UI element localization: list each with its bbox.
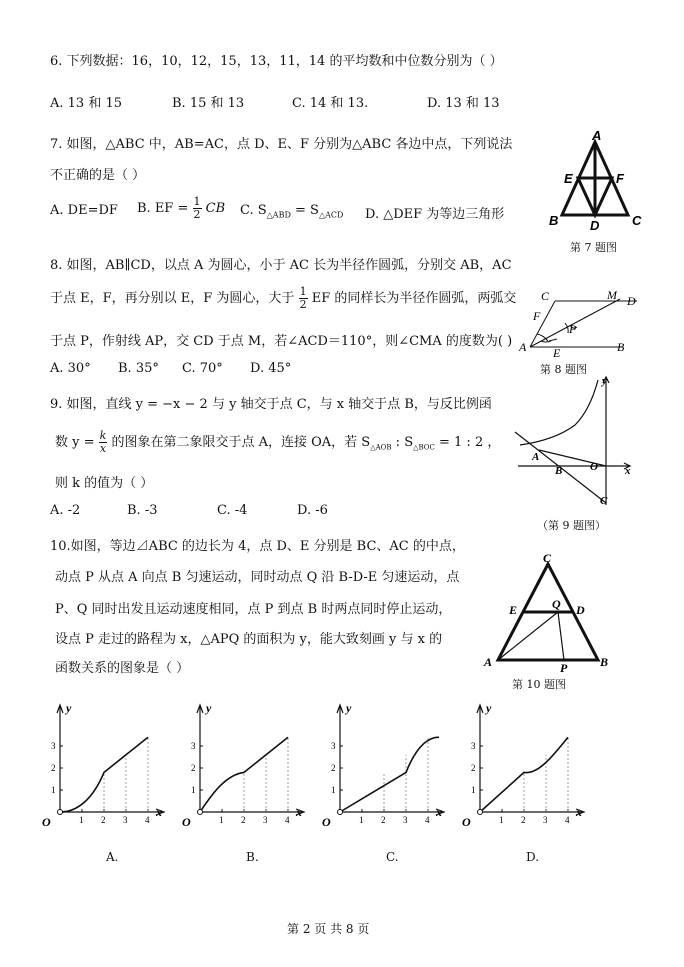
x-tick-label: 4: [285, 815, 290, 825]
y-tick-label: 2: [471, 763, 476, 773]
q10-stem-line3: P、Q 同时出发且运动速度相同，点 P 到点 B 时两点同时停止运动，: [55, 602, 452, 617]
q9-option-d: D. -6: [297, 503, 328, 518]
q10-caption: 第 10 题图: [512, 678, 566, 691]
q6-option-b: B. 15 和 13: [172, 96, 245, 111]
y-tick-label: 3: [191, 741, 196, 751]
x-tick-label: 2: [101, 815, 106, 825]
q7-option-b-suffix: CB: [205, 201, 226, 216]
q9-stem-line3: 则 k 的值为（ ）: [55, 476, 154, 491]
q10-graph-option-b: [178, 700, 308, 830]
origin-circle: [478, 810, 483, 815]
q10-graph-option-a: [38, 700, 168, 830]
q10-graph-label-a: A.: [106, 850, 119, 864]
page-footer: 第 2 页 共 8 页: [287, 922, 370, 936]
q10-stem-line4: 设点 P 走过的路程为 x，△APQ 的面积为 y，能大致刻画 y 与 x 的: [55, 632, 443, 647]
q8-caption: 第 8 题图: [540, 363, 587, 376]
q9-stem-line2-mid: 的图象在第二象限交于点 A，连接 OA，若 S: [111, 435, 371, 450]
q7-option-d: D. △DEF 为等边三角形: [365, 207, 505, 222]
q8-option-a: A. 30°: [50, 361, 91, 376]
q9-frac-num: k: [99, 429, 107, 442]
q8-option-b: B. 35°: [118, 361, 159, 376]
q9-option-c: C. -4: [217, 503, 248, 518]
y-tick-label: 3: [51, 741, 56, 751]
y-axis-label: y: [206, 701, 212, 715]
origin-label: O: [182, 815, 191, 829]
origin-label: O: [462, 815, 471, 829]
q8-figure: [515, 285, 645, 363]
q8-label-p: P: [569, 322, 577, 336]
x-tick-label: 2: [241, 815, 246, 825]
q8-stem-line3: 于点 P，作射线 AP，交 CD 于点 M，若∠ACD＝110°，则∠CMA 的度数为( ): [50, 334, 513, 349]
q9-caption: （第 9 题图）: [537, 519, 606, 532]
q8-label-a: A: [519, 340, 527, 354]
x-tick-label: 4: [145, 815, 150, 825]
q9-ratio-end: = 1 : 2 ，: [434, 435, 501, 450]
x-tick-label: 2: [521, 815, 526, 825]
q10-graph-option-c: [318, 700, 448, 830]
q8-option-c: C. 70°: [182, 361, 223, 376]
q8-label-d: D: [627, 294, 636, 308]
q9-label-y: y: [602, 375, 607, 387]
q10-label-e: E: [509, 603, 518, 617]
q9-label-c: C: [600, 495, 608, 507]
origin-label: O: [322, 815, 331, 829]
q7-option-a: A. DE=DF: [50, 203, 118, 218]
q10-graph-label-d: D.: [526, 850, 540, 864]
y-axis-label: y: [346, 701, 352, 715]
origin-circle: [338, 810, 343, 815]
x-tick-label: 4: [565, 815, 570, 825]
q7-option-c-s1: C. S: [240, 203, 267, 218]
q7-label-c: C: [632, 213, 642, 228]
origin-circle: [58, 810, 63, 815]
x-tick-label: 1: [219, 815, 224, 825]
q10-label-p: P: [560, 661, 568, 675]
q7-label-d: D: [590, 218, 600, 233]
q7-stem-line2: 不正确的是（ ）: [50, 168, 146, 183]
q8-half-fraction: [299, 286, 308, 311]
y-tick-label: 1: [51, 785, 56, 795]
q8-stem-line2: [50, 286, 516, 311]
q8-label-m: M: [607, 288, 617, 302]
q8-label-b: B: [617, 340, 625, 354]
q7-option-c: [240, 203, 343, 220]
q7-label-b: B: [549, 213, 559, 228]
x-tick-label: 1: [79, 815, 84, 825]
x-tick-label: 2: [381, 815, 386, 825]
x-tick-label: 1: [359, 815, 364, 825]
q9-label-o: O: [590, 461, 598, 473]
q9-option-b: B. -3: [127, 503, 158, 518]
q10-label-a: A: [484, 655, 493, 669]
function-curve: [340, 737, 439, 812]
q6-option-a: A. 13 和 15: [50, 96, 123, 111]
y-tick-label: 2: [331, 763, 336, 773]
q7-frac-den: 2: [193, 208, 201, 221]
y-tick-label: 1: [471, 785, 476, 795]
q9-stem-line1: 9. 如图，直线 y = −x − 2 与 y 轴交于点 C，与 x 轴交于点 B，与反比例函: [50, 397, 492, 412]
x-tick-label: 3: [543, 815, 548, 825]
q9-ratio-mid: : S: [391, 435, 414, 450]
x-axis-label: x: [436, 805, 442, 819]
q8-frac-num: 1: [299, 285, 307, 298]
y-tick-label: 1: [191, 785, 196, 795]
q7-option-b-fraction: [193, 196, 202, 221]
q9-stem-line2: [55, 430, 500, 455]
q10-graph-label-c: C.: [386, 850, 399, 864]
x-tick-label: 1: [499, 815, 504, 825]
q9-label-x: x: [625, 465, 631, 477]
y-tick-label: 1: [331, 785, 336, 795]
q9-label-b: B: [555, 465, 563, 477]
y-tick-label: 2: [51, 763, 56, 773]
q6-option-d: D. 13 和 13: [427, 96, 500, 111]
q8-frac-den: 2: [299, 298, 307, 311]
q7-label-a: A: [592, 130, 602, 143]
q10-label-q: Q: [552, 597, 561, 611]
q9-stem-line2-pre: 数 y =: [55, 435, 95, 450]
q8-label-c: C: [541, 289, 550, 303]
q7-caption: 第 7 题图: [570, 241, 617, 254]
x-axis-label: x: [156, 805, 162, 819]
q9-k-over-x: [99, 430, 108, 455]
q10-label-b: B: [600, 655, 609, 669]
q10-graph-label-b: B.: [246, 850, 259, 864]
q7-label-f: F: [616, 171, 624, 186]
y-tick-label: 2: [191, 763, 196, 773]
y-tick-label: 3: [471, 741, 476, 751]
q7-option-c-mid: = S: [290, 203, 319, 218]
x-tick-label: 3: [263, 815, 268, 825]
q8-label-e: E: [553, 346, 561, 360]
q7-stem-line1: 7. 如图，△ABC 中，AB=AC，点 D、E、F 分别为△ABC 各边中点，下列说法: [50, 137, 513, 152]
x-tick-label: 3: [403, 815, 408, 825]
q10-graph-option-d: [458, 700, 588, 830]
x-axis-label: x: [576, 805, 582, 819]
q9-label-a: A: [532, 451, 540, 463]
q8-label-f: F: [533, 309, 541, 323]
q8-stem-line2-pre: 于点 E，F，再分别以 E，F 为圆心，大于: [50, 291, 295, 306]
q9-sub-aob: △AOB: [370, 443, 392, 452]
q8-stem-line2-post: EF 的同样长为半径作圆弧，两弧交: [311, 291, 517, 306]
q7-option-c-sub1: △ABD: [266, 210, 291, 220]
q7-option-b: [137, 196, 225, 221]
y-axis-label: y: [486, 701, 492, 715]
q7-label-e: E: [564, 171, 573, 186]
q9-figure: [510, 370, 635, 510]
q10-label-d: D: [576, 603, 585, 617]
q10-label-c: C: [543, 551, 552, 565]
q8-option-d: D. 45°: [250, 361, 292, 376]
q7-figure: [540, 130, 650, 236]
origin-circle: [198, 810, 203, 815]
q7-frac-num: 1: [193, 195, 201, 208]
q9-sub-boc: △BOC: [413, 443, 435, 452]
q9-option-a: A. -2: [50, 503, 81, 518]
q10-stem-line2: 动点 P 从点 A 向点 B 匀速运动，同时动点 Q 沿 B-D-E 匀速运动，点: [55, 570, 460, 585]
q7-option-b-prefix: B. EF =: [137, 201, 189, 216]
q7-option-c-sub2: △ACD: [318, 210, 344, 220]
y-axis-label: y: [66, 701, 72, 715]
q10-stem-line5: 函数关系的图象是（ ）: [55, 661, 190, 676]
q6-stem: 6. 下列数据：16，10，12，15，13，11，14 的平均数和中位数分别为（ ）: [50, 54, 503, 69]
q10-figure: [480, 550, 620, 675]
x-tick-label: 3: [123, 815, 128, 825]
q9-frac-den: x: [99, 442, 107, 455]
y-tick-label: 3: [331, 741, 336, 751]
origin-label: O: [42, 815, 51, 829]
x-axis-label: x: [296, 805, 302, 819]
x-tick-label: 4: [425, 815, 430, 825]
q10-stem-line1: 10.如图，等边⊿ABC 的边长为 4，点 D、E 分别是 BC、AC 的中点，: [50, 539, 465, 554]
q8-stem-line1: 8. 如图，AB∥CD，以点 A 为圆心，小于 AC 长为半径作圆弧，分别交 AB，AC: [50, 258, 512, 273]
q6-option-c: C. 14 和 13.: [292, 96, 369, 111]
